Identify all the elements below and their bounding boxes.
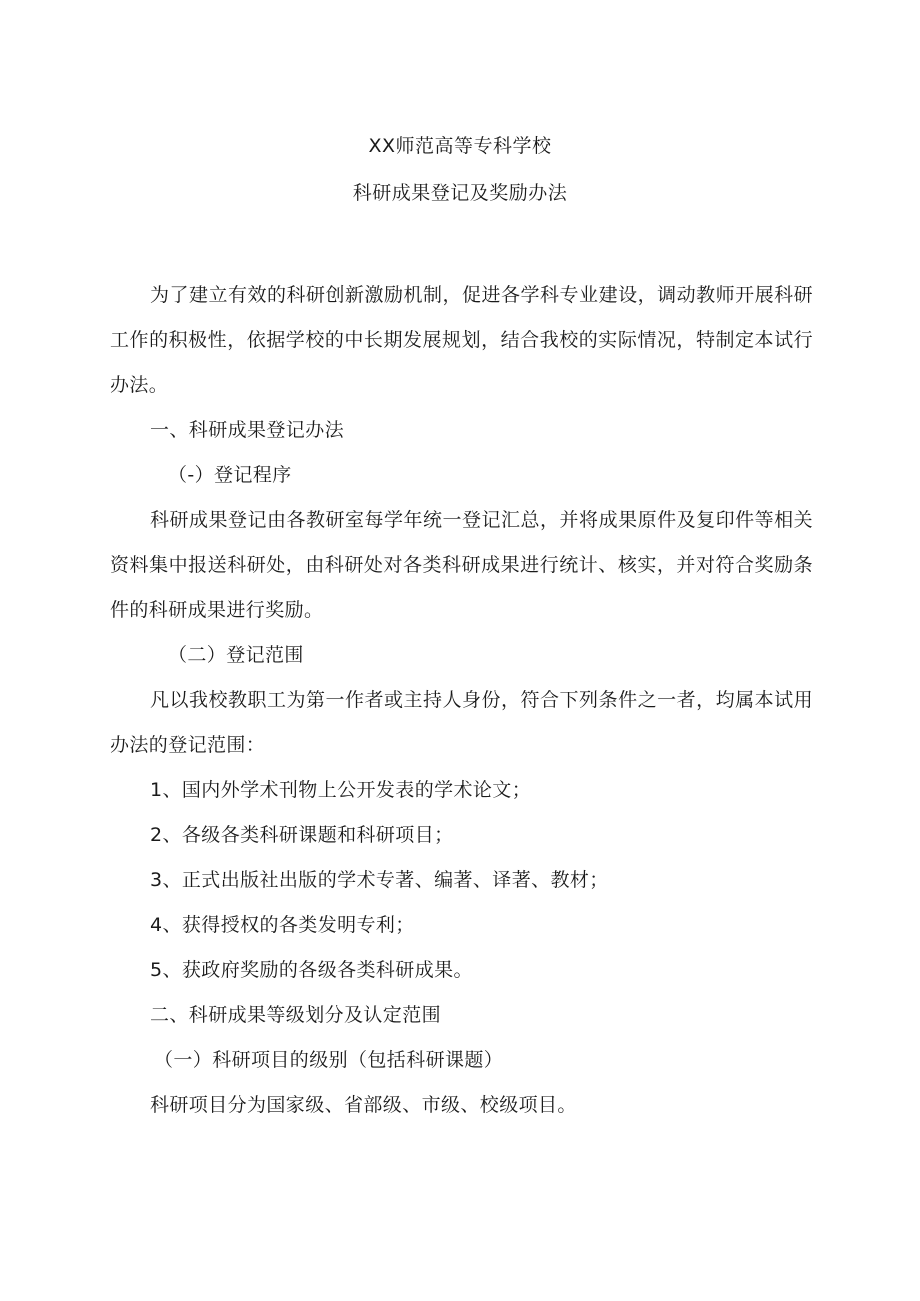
list-item: 3、正式出版社出版的学术专著、编著、译著、教材； [150,869,609,891]
subsection-heading-registration-scope: （二）登记范围 [168,644,304,666]
document-title: XX师范高等专科学校 [368,135,552,157]
list-item: 4、获得授权的各类发明专利； [150,914,415,936]
project-level-paragraph: 科研项目分为国家级、省部级、市级、校级项目。 [150,1094,577,1116]
section-heading-1: 一、科研成果登记办法 [150,419,345,441]
section-heading-2: 二、科研成果等级划分及认定范围 [150,1004,442,1026]
list-item: 5、获政府奖励的各级各类科研成果。 [150,959,473,981]
intro-paragraph: 为了建立有效的科研创新激励机制，促进各学科专业建设，调动教师开展科研工作的积极性，依据学校的中长期发展规划，结合我校的实际情况，特制定本试行办法。 [110,284,813,396]
document-body [110,273,813,1128]
registration-scope-paragraph: 凡以我校教职工为第一作者或主持人身份，符合下列条件之一者，均属本试用办法的登记范围： [110,689,813,756]
list-item: 1、国内外学术刊物上公开发表的学术论文； [150,779,532,801]
document-subtitle: 科研成果登记及奖励办法 [352,182,568,204]
subsection-heading-project-level: （一）科研项目的级别（包括科研课题） [154,1049,504,1071]
registration-procedure-paragraph: 科研成果登记由各教研室每学年统一登记汇总，并将成果原件及复印件等相关资料集中报送科研处，由科研处对各类科研成果进行统计、核实，并对符合奖励条件的科研成果进行奖励。 [110,509,813,621]
list-item: 2、各级各类科研课题和科研项目； [150,824,454,846]
subsection-heading-registration-procedure: （-）登记程序 [168,464,292,486]
